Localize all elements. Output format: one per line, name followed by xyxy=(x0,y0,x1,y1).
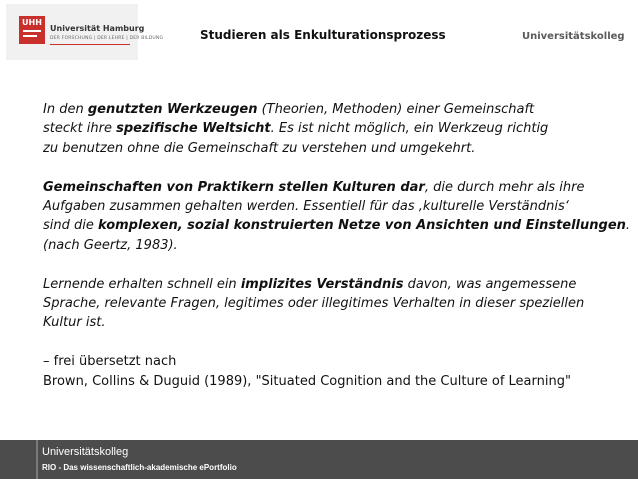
logo-divider xyxy=(50,44,130,45)
text-line: steckt ihre spezifische Weltsicht. Es ist nicht möglich, ein Werkzeug richtig xyxy=(43,121,549,137)
footer-title: Universitätskolleg xyxy=(42,446,129,458)
text-line: zu benutzen ohne die Gemeinschaft zu verstehen und umgekehrt. xyxy=(43,140,476,156)
paragraph-learners xyxy=(43,275,623,333)
logo-university-name: Universität Hamburg xyxy=(50,24,145,33)
text-line: Gemeinschaften von Praktikern stellen Kulturen dar, die durch mehr als ihre xyxy=(43,179,585,195)
citation-reference: Brown, Collins & Duguid (1989), "Situated Cognition and the Culture of Learning" xyxy=(43,373,571,389)
text-line: Lernende erhalten schnell ein implizites Verständnis davon, was angemessene xyxy=(43,276,577,292)
logo-mark-text: UHH xyxy=(22,18,42,27)
footer-divider xyxy=(36,440,38,479)
paragraph-communities xyxy=(43,178,631,256)
text-line: Aufgaben zusammen gehalten werden. Essentiell für das ‚kulturelle Verständnis‘ xyxy=(43,199,569,215)
slide-header xyxy=(0,0,638,72)
text-line: (nach Geertz, 1983). xyxy=(43,237,178,253)
slide-content xyxy=(43,100,631,410)
text-line: Sprache, relevante Fragen, legitimes oder illegitimes Verhalten in dieser speziellen xyxy=(43,296,585,312)
citation-intro: – frei übersetzt nach xyxy=(43,354,177,370)
text-line: sind die komplexen, sozial konstruierten Netze von Ansichten und Einstellungen. xyxy=(43,218,631,234)
university-logo xyxy=(6,4,164,60)
uhh-logo-icon xyxy=(19,16,45,44)
slide-title: Studieren als Enkulturationsprozess xyxy=(200,28,446,42)
text-line: Kultur ist. xyxy=(43,315,106,331)
brand-logo-text: Universitätskolleg xyxy=(522,31,625,42)
paragraph-tools xyxy=(43,100,623,158)
logo-tagline: DER FORSCHUNG | DER LEHRE | DER BILDUNG xyxy=(50,36,164,41)
footer-subtitle: RIO - Das wissenschaftlich-akademische ePortfolio xyxy=(42,463,237,472)
paragraph-citation xyxy=(43,352,623,391)
text-line: In den genutzten Werkzeugen (Theorien, Methoden) einer Gemeinschaft xyxy=(43,102,535,117)
